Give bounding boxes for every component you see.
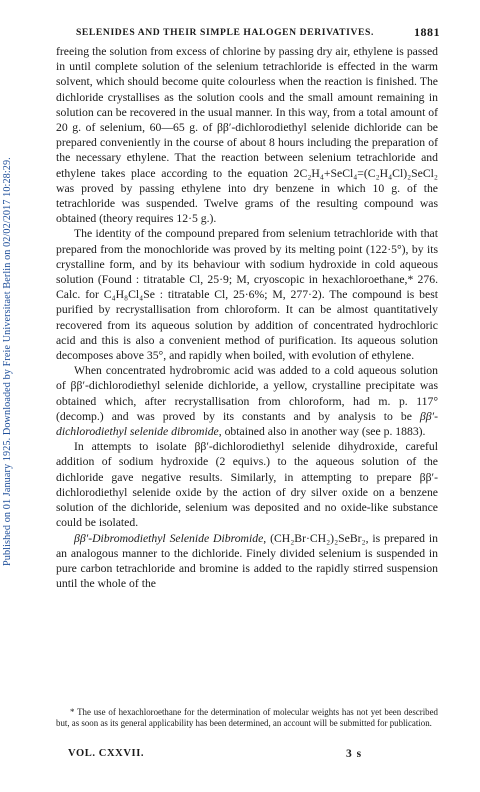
paragraph-5 bbox=[56, 531, 438, 592]
footnote-text: * The use of hexachloroethane for the determination of molecular weights has not yet been described but, as soon as its general applicability has been determined, an account will be submitted for publication. bbox=[56, 707, 438, 729]
paragraph-4: In attempts to isolate ββ′-dichlorodiethyl selenide dihydroxide, careful addition of sodium hydroxide (2 equivs.) to the aqueous solution of the dichloride gave negative results. Similarly, in attempting to prepare ββ′-dichlorodiethyl selenide oxide by the action of dry silver oxide on a benzene solution of the dichloride, selenium was deposited and no oxide-like substance could be isolated. bbox=[56, 440, 438, 530]
body-text bbox=[56, 44, 438, 591]
running-title: SELENIDES AND THEIR SIMPLE HALOGEN DERIVATIVES. bbox=[76, 27, 374, 38]
paragraph-2: The identity of the compound prepared from selenium tetrachloride with that prepared from the monochloride was proved by its melting point (122·5°), by its crystalline form, and by its behaviour with sodium hydroxide in cold aqueous solution (Found : titratable Cl, 25·9; M, cryoscopic in hexachloroethane,* 276. Calc. for C₄H₈Cl₄Se : titratable Cl, 25·6%; M, 277·2). The compound is best purified by recrystallisation from chloroform. It can be almost quantitatively recovered from its aqueous solution by addition of concentrated hydrochloric acid and this is also a convenient method of purification. Its aqueous solution decomposes above 35°, and rapidly when boiled, with evolution of ethylene. bbox=[56, 227, 438, 363]
volume-label: VOL. CXXVII. bbox=[68, 748, 145, 759]
publication-watermark: Published on 01 January 1925. Downloaded by Freie Universitaet Berlin on 02/02/2017 10:28:29. bbox=[2, 157, 13, 567]
paragraph-3-text: When concentrated hydrobromic acid was added to a cold aqueous solution of ββ′-dichlorodiethyl selenide dichloride, a yellow, crystalline precipitate was obtained which, after recrystallisation from chloroform, had m. p. 117° (decomp.) and was proved by its constants and by analysis to be bbox=[56, 364, 438, 423]
footnote bbox=[56, 707, 438, 730]
paragraph-3-tail: , obtained also in another way (see p. 1883). bbox=[218, 425, 426, 439]
signature-mark: 3 s bbox=[346, 748, 363, 760]
paragraph-3 bbox=[56, 363, 438, 439]
running-head bbox=[62, 24, 440, 40]
paragraph-5-text: , (CH₂Br·CH₂)₂SeBr₂, is prepared in an analogous manner to the dichloride. Finely divided selenium is suspended in pure carbon tetrachloride and bromine is added to the rapidly stirred suspension until the whole of the bbox=[56, 531, 438, 591]
footer bbox=[68, 748, 388, 759]
compound-name-italic: ββ′-dichlorodiethyl selenide dibromide bbox=[56, 409, 438, 439]
page-number: 1881 bbox=[414, 25, 440, 39]
section-heading-italic: ββ′-Dibromodiethyl Selenide Dibromide bbox=[74, 531, 264, 545]
paragraph-1: freeing the solution from excess of chlorine by passing dry air, ethylene is passed in until complete solution of the selenium tetrachloride is effected in the warm solvent, which should become quite colourless when the reaction is finished. The dichloride crystallises as the solution cools and the small amount remaining in solution can be recovered in the usual manner. In this way, from a total amount of 20 g. of selenium, 60—65 g. of ββ′-dichlorodiethyl selenide dichloride can be prepared conveniently in the course of about 8 hours including the preparation of the necessary ethylene. That the reaction between selenium tetrachloride and ethylene takes place according to the equation 2C₂H₄+SeCl₄=(C₂H₄Cl)₂SeCl₂ was proved by passing ethylene into dry benzene in which 10 g. of the tetrachloride was suspended. Twelve grams of the resulting compound was obtained (theory requires 12·5 g.). bbox=[56, 45, 438, 226]
